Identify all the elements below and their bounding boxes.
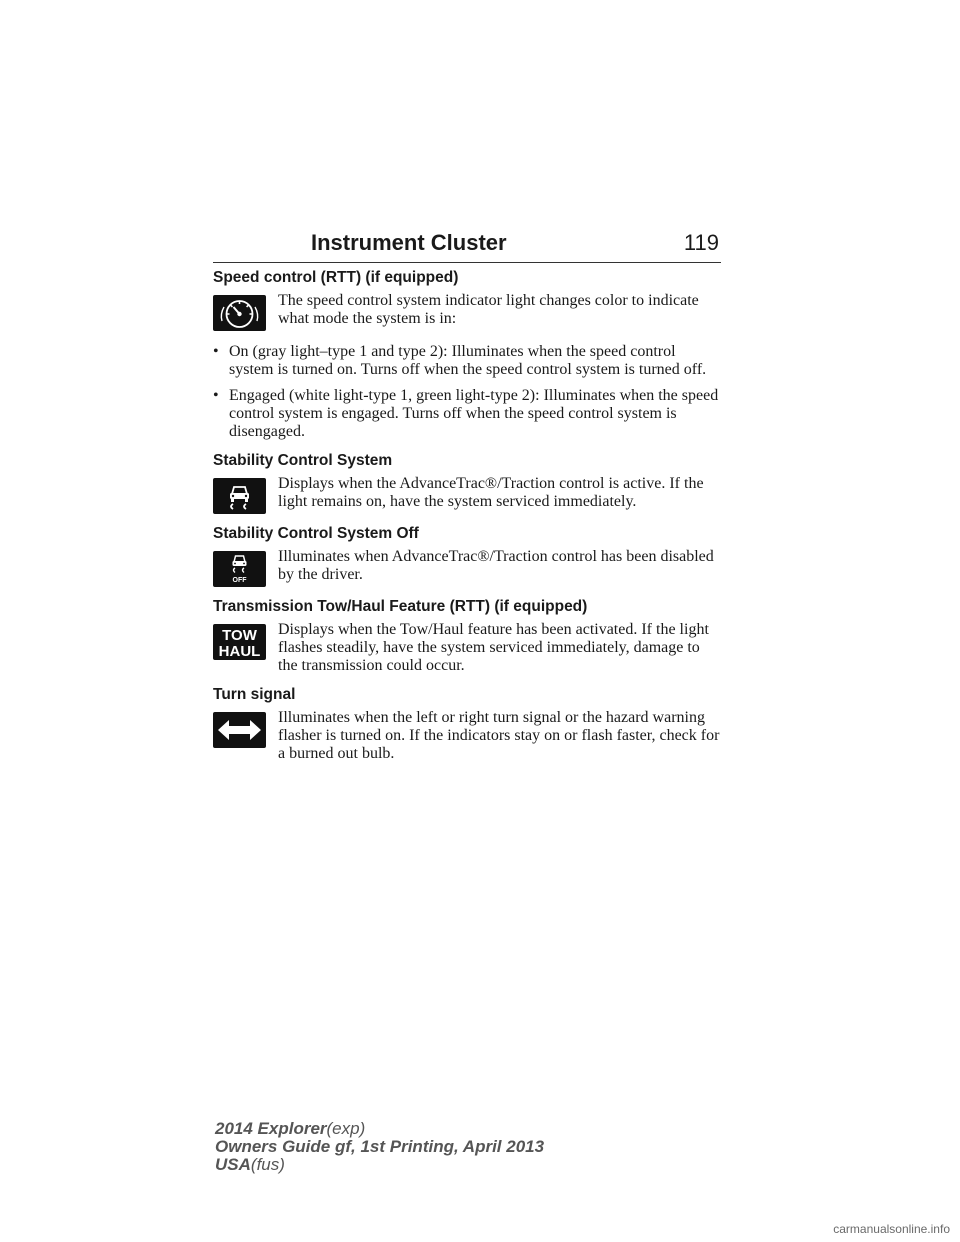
footer-model-code: (exp) — [326, 1119, 366, 1138]
footer-region-code: (fus) — [250, 1155, 285, 1174]
indicator-row — [213, 292, 723, 331]
page-header — [213, 228, 721, 263]
bullet-list — [213, 343, 723, 441]
indicator-row — [213, 709, 723, 763]
bullet-marker: • — [213, 343, 219, 360]
section-stability-control — [213, 451, 723, 514]
skidding-car-off-icon — [213, 551, 266, 587]
list-item-text: Engaged (white light-type 1, green light-type 2): Illuminates when the speed control system is engaged. Turns off when the speed control system is disengaged. — [229, 387, 719, 440]
skidding-car-icon — [213, 478, 266, 514]
bullet-marker: • — [213, 387, 219, 404]
section-title: Stability Control System Off — [213, 525, 419, 542]
section-title: Stability Control System — [213, 452, 393, 469]
section-title: Turn signal — [213, 686, 296, 703]
tow-haul-icon — [213, 624, 266, 660]
page-content — [213, 268, 723, 773]
indicator-row — [213, 548, 723, 587]
section-title: Transmission Tow/Haul Feature (RTT) (if equipped) — [213, 598, 588, 615]
footer-line-3 — [215, 1156, 544, 1174]
indicator-row — [213, 621, 723, 675]
section-tow-haul — [213, 597, 723, 675]
off-label: OFF — [232, 577, 247, 584]
footer-region: USA — [215, 1155, 251, 1174]
haul-label: HAUL — [218, 643, 261, 660]
turn-signal-arrows-icon — [213, 712, 266, 748]
section-turn-signal — [213, 685, 723, 763]
watermark: carmanualsonline.info — [833, 1222, 950, 1236]
section-title: Speed control (RTT) (if equipped) — [213, 269, 459, 286]
section-description: Displays when the AdvanceTrac®/Traction control is active. If the light remains on, have the system serviced immediately. — [278, 475, 704, 510]
tow-label: TOW — [222, 627, 257, 644]
section-stability-control-off — [213, 524, 723, 587]
section-description: Illuminates when AdvanceTrac®/Traction control has been disabled by the driver. — [278, 548, 714, 583]
list-item — [213, 387, 723, 441]
list-item-text: On (gray light–type 1 and type 2): Illuminates when the speed control system is turned on. Turns off when the speed control system is turned off. — [229, 343, 707, 378]
page-number: 119 — [683, 230, 719, 255]
speedometer-icon — [213, 295, 266, 331]
indicator-row — [213, 475, 723, 514]
section-description: The speed control system indicator light changes color to indicate what mode the system is in: — [278, 292, 699, 327]
list-item — [213, 343, 723, 379]
section-description: Displays when the Tow/Haul feature has been activated. If the light flashes steadily, have the system serviced immediately, damage to the transmission could occur. — [278, 621, 709, 674]
footer-line-1 — [215, 1120, 544, 1138]
page-title: Instrument Cluster — [311, 230, 507, 255]
section-description: Illuminates when the left or right turn signal or the hazard warning flasher is turned on. If the indicators stay on or flash faster, check for a burned out bulb. — [278, 709, 720, 762]
section-speed-control — [213, 268, 723, 441]
document-footer — [215, 1120, 544, 1174]
footer-model: 2014 Explorer — [215, 1119, 327, 1138]
footer-line-2: Owners Guide gf, 1st Printing, April 2013 — [215, 1137, 545, 1156]
